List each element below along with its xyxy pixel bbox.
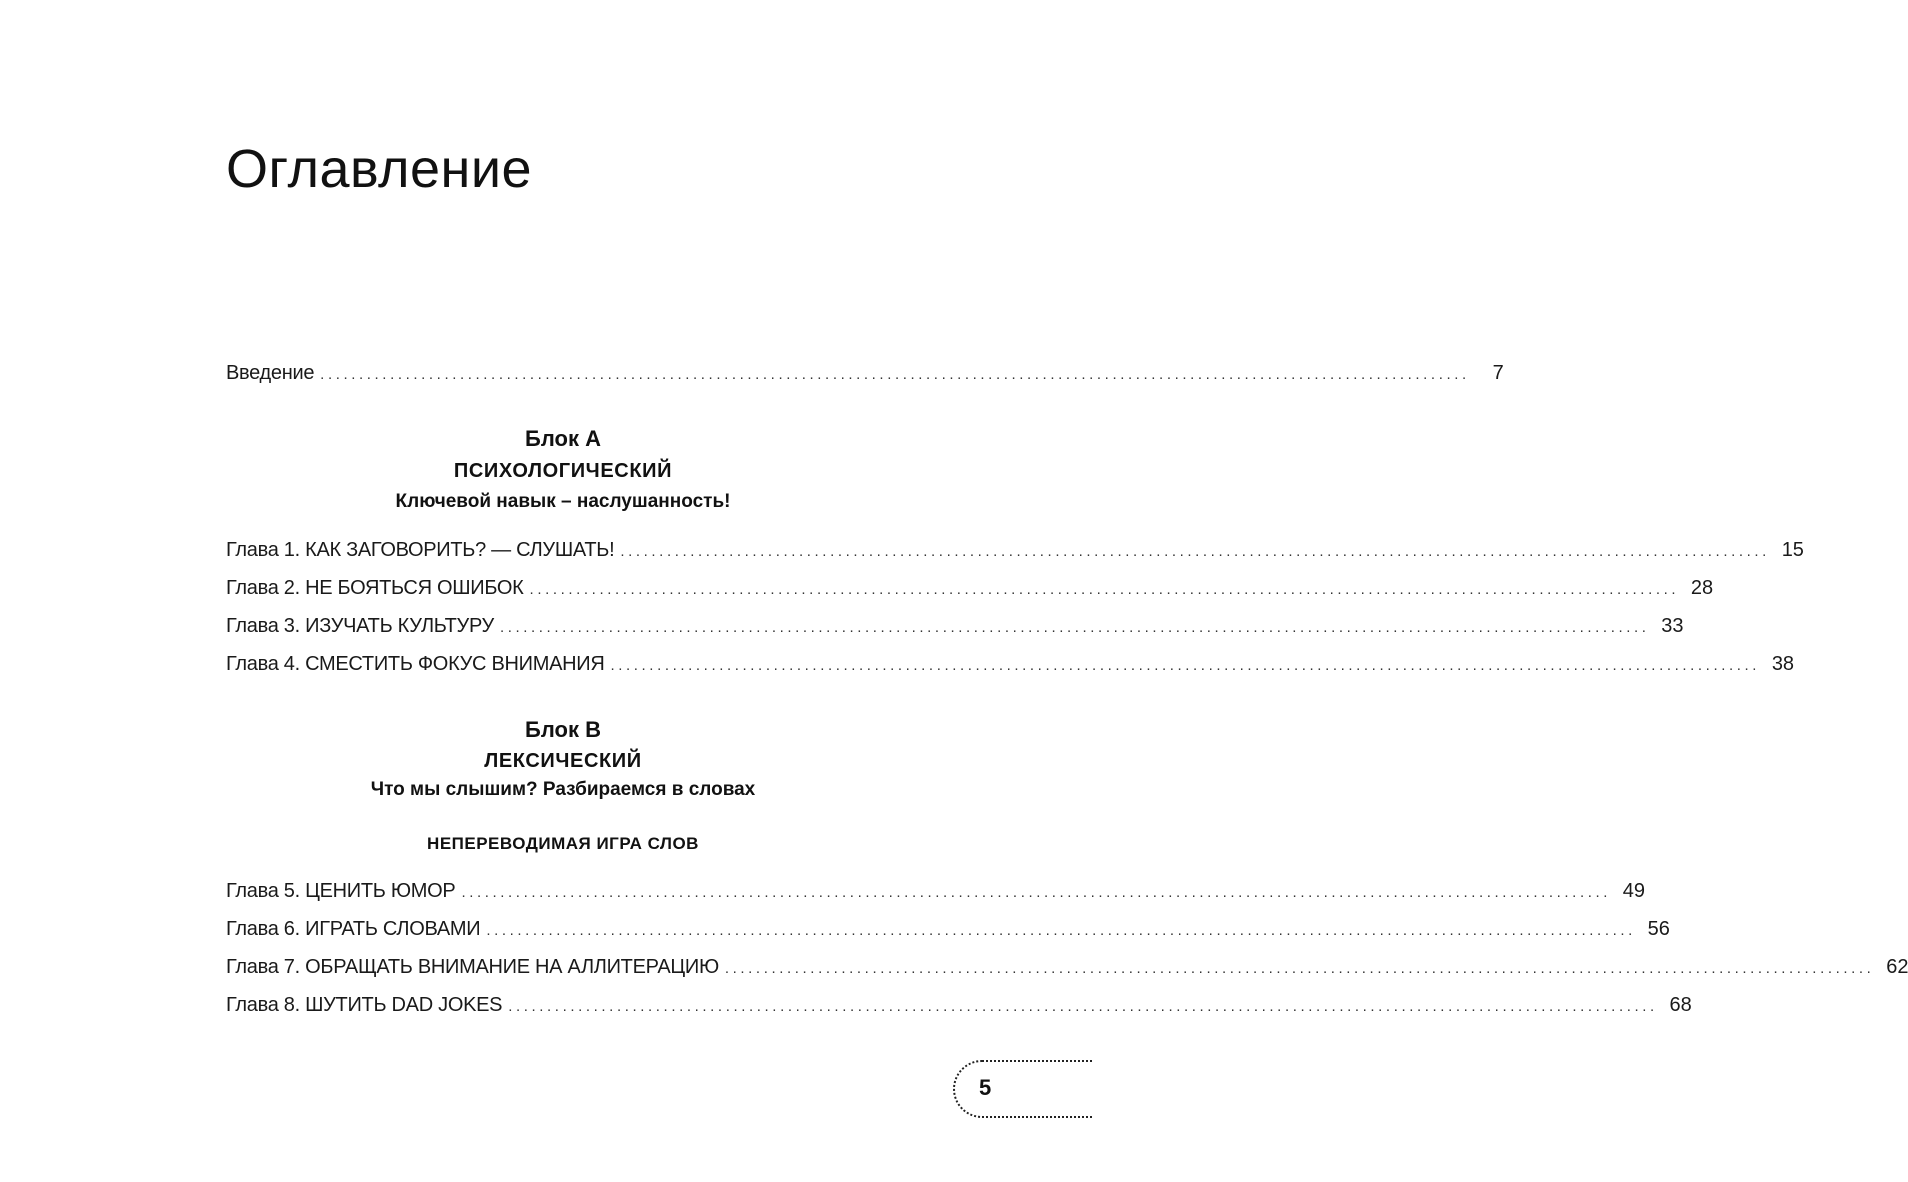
block-a-subtitle: Ключевой навык – наслушанность! (395, 491, 731, 512)
toc-page-number: 15 (1781, 539, 1804, 561)
block-b-subtitle: Что мы слышим? Разбираемся в словах (370, 779, 756, 800)
toc-page-number: 56 (1647, 918, 1670, 940)
toc-entry-chapter-6[interactable] (226, 912, 1670, 942)
toc-entry-title: Глава 6. ИГРАТЬ СЛОВАМИ (226, 918, 481, 940)
toc-entry-title: Глава 4. СМЕСТИТЬ ФОКУС ВНИМАНИЯ (226, 653, 605, 675)
page-number: 5 (979, 1075, 992, 1100)
toc-entry-title: Глава 2. НЕ БОЯТЬСЯ ОШИБОК (226, 577, 524, 599)
dot-leader: .................................................................................................................................................... (320, 366, 1470, 383)
dot-leader: .................................................................................................................................................... (499, 619, 1650, 636)
block-a-name: ПСИХОЛОГИЧЕСКИЙ (453, 460, 673, 482)
block-b-heading: Блок B (525, 717, 601, 742)
toc-entry-title: Глава 1. КАК ЗАГОВОРИТЬ? — СЛУШАТЬ! (226, 539, 615, 561)
toc-entry-chapter-4[interactable] (226, 647, 1795, 677)
toc-page-number: 38 (1771, 653, 1795, 675)
toc-entry-chapter-7[interactable] (226, 950, 1908, 980)
block-b-name: ЛЕКСИЧЕСКИЙ (484, 750, 642, 772)
toc-page-number: 7 (1492, 362, 1504, 384)
toc-page-number: 62 (1886, 956, 1908, 978)
toc-entry-chapter-2[interactable] (226, 571, 1714, 601)
dot-leader: .................................................................................................................................................... (610, 657, 1761, 674)
block-a-heading: Блок А (525, 426, 601, 451)
toc-entry-title: Введение (226, 362, 315, 384)
section-heading: НЕПЕРЕВОДИМАЯ ИГРА СЛОВ (427, 834, 699, 853)
toc-page-number: 33 (1661, 615, 1684, 637)
dot-leader: .................................................................................................................................................... (486, 922, 1636, 939)
toc-entry-chapter-5[interactable] (226, 874, 1646, 904)
toc-entry-title: Глава 5. ЦЕНИТЬ ЮМОР (226, 880, 456, 902)
dot-leader: .................................................................................................................................................... (724, 960, 1875, 977)
toc-entry-title: Глава 3. ИЗУЧАТЬ КУЛЬТУРУ (226, 615, 494, 637)
dot-leader: .................................................................................................................................................... (461, 884, 1612, 901)
toc-entry-title: Глава 8. ШУТИТЬ DAD JOKES (226, 994, 503, 1016)
page-number-tab (953, 1060, 1093, 1118)
toc-page-number: 49 (1622, 880, 1646, 902)
toc-page-number: 68 (1669, 994, 1692, 1016)
toc-entry-chapter-3[interactable] (226, 609, 1684, 639)
toc-entry-title: Глава 7. ОБРАЩАТЬ ВНИМАНИЕ НА АЛЛИТЕРАЦИЮ (226, 956, 719, 978)
page-title: Оглавление (226, 139, 533, 199)
toc-entry-chapter-8[interactable] (226, 988, 1692, 1018)
dot-leader: .................................................................................................................................................... (620, 543, 1770, 560)
toc-page-number: 28 (1690, 577, 1714, 599)
toc-entry-intro[interactable] (226, 356, 1504, 386)
dot-leader: .................................................................................................................................................... (529, 581, 1680, 598)
dot-leader: .................................................................................................................................................... (508, 998, 1658, 1015)
toc-entry-chapter-1[interactable] (226, 533, 1804, 563)
